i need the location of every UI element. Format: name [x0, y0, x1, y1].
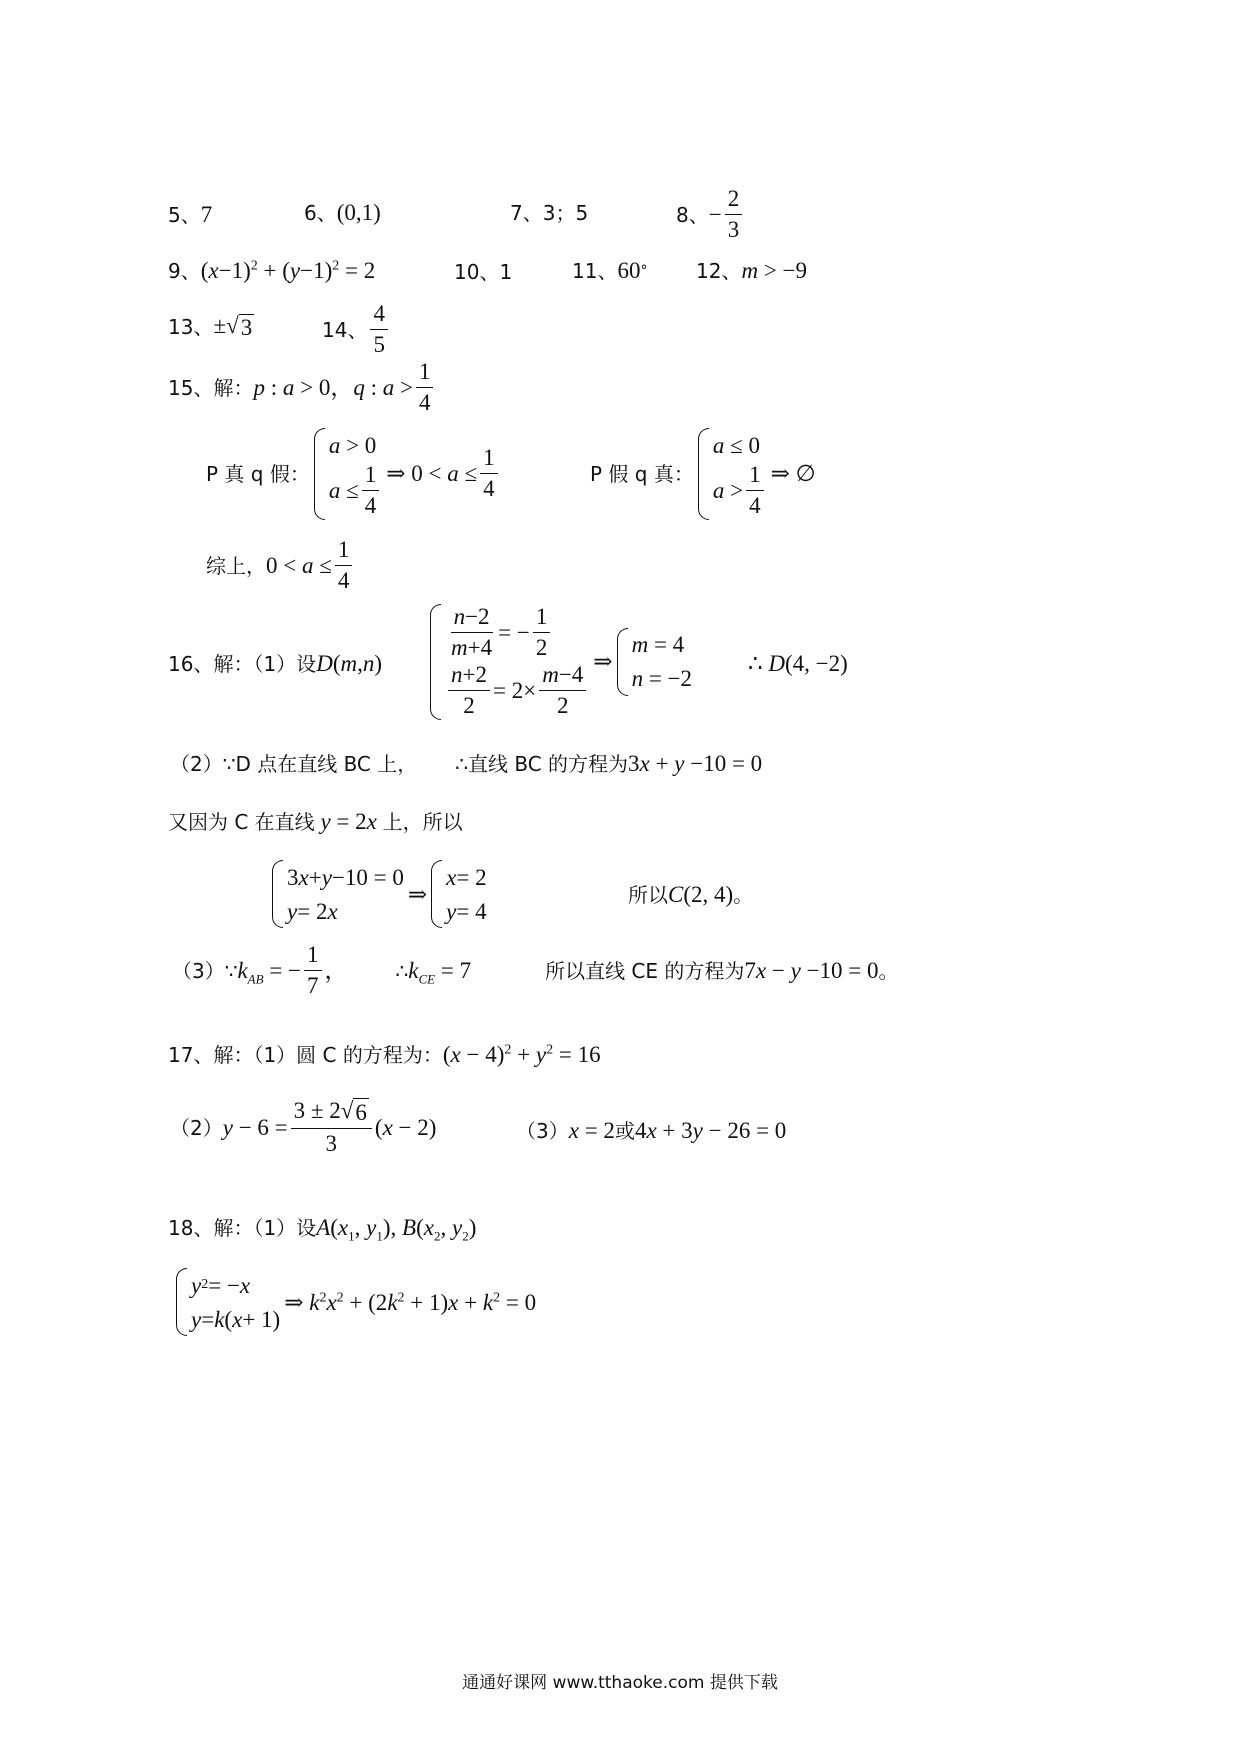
q18-system: y 2 = − x y = k ( x + 1) ⇒ $k^2x^2 + (2k^2 + 1)x + k^2 = 0$ [172, 1268, 536, 1336]
q16-system: $\frac{n-2}{m+4}$ = − $\frac{1}{2}$ $\frac{n+2}{2}$ = 2× $\frac{m-4}{2}$ ⇒ m = 4 n = −2 [426, 604, 696, 720]
answer-13 [168, 314, 254, 339]
answer-formula: $(x-1)^2 + (y-1)^2 = 2$ [200, 258, 376, 283]
answer-label: 12、 [696, 258, 742, 283]
equation-system: $\frac{n-2}{m+4}$ = − $\frac{1}{2}$ $\frac{n+2}{2}$ = 2× $\frac{m-4}{2}$ [430, 604, 589, 720]
answer-value: 7 [200, 202, 213, 227]
equation-system: m = 4 n = −2 [617, 628, 692, 696]
q15-case-p-false: P 假 q 真： a ≤ 0 a > $\frac{1}{4}$ ⇒ ∅ [590, 428, 816, 520]
answer-9 [168, 259, 375, 282]
q17-part1: 17、解：（1）圆 C 的方程为： $(x - 4)^2 + y^2 = 16$ [168, 1042, 601, 1067]
q17-part2: （2） y − 6 = 3 ± 2 √ 6 3 (x − 2) [170, 1098, 437, 1157]
case-label: P 假 q 真： [590, 461, 694, 486]
equation-system: x = 2 y = 4 [431, 860, 486, 928]
equation-system: y 2 = − x y = k ( x + 1) [176, 1268, 280, 1336]
answer-sign: − [708, 202, 722, 228]
q16-result-d: ∴ D(4, −2) [748, 651, 848, 676]
answer-11: 11、 60 ° [572, 258, 648, 283]
fraction: $\frac{1}{4}$ [480, 445, 498, 503]
answer-label: 7、 [510, 201, 543, 225]
answer-formula: ± √ 3 [213, 313, 253, 340]
case-label: P 真 q 假： [206, 461, 310, 486]
q16-system-c: 3 x + y −10 = 0 y = 2 x ⇒ x = 2 y = 4 [268, 860, 491, 928]
answer-label: 9、 [168, 258, 201, 283]
fraction: 3 ± 2 √ 6 3 [291, 1098, 372, 1158]
fraction: $\frac{1}{4}$ [335, 537, 353, 595]
answer-6 [304, 201, 381, 224]
q16-part3: （3）∵ $k_{AB}$ = − $\frac{1}{7}$ ， ∴ $k_{CE} = 7$ 所以直线 CE 的方程为 7x − y −10 = 0 。 [172, 942, 899, 999]
q16-part1: 16、解：（1）设 D(m,n) [168, 651, 383, 676]
answer-5 [168, 203, 212, 226]
q15-case-p-true: P 真 q 假： a > 0 a ≤ $\frac{1}{4}$ ⇒ 0 < a ≤ $\frac{1}{4}$ [206, 428, 501, 520]
equation-system: 3 x + y −10 = 0 y = 2 x [272, 860, 404, 928]
q15-summary: 综上， 0 < a ≤ $\frac{1}{4}$ [206, 537, 355, 595]
answer-label: 10、 [454, 260, 500, 284]
q18-part1: 18、解：（1）设 $A(x_1$, $y_1$), $B(x_2$, $y_2$) [168, 1215, 477, 1244]
q15-label: 15、解： [168, 375, 254, 400]
q16-label: 16、解：（1）设 [168, 651, 317, 676]
fraction: $\frac{1}{4}$ [416, 359, 434, 417]
fraction: $\frac{1}{7}$ [304, 942, 322, 1000]
answer-value: 60 [617, 258, 641, 283]
fraction: $\frac{4}{5}$ [370, 301, 388, 359]
q17-part3: （3） x = 2 或 4x + 3y − 26 = 0 [516, 1118, 787, 1143]
answer-7 [510, 203, 588, 223]
answer-label: 5、 [168, 202, 201, 227]
fraction: $\frac{2}{3}$ [725, 186, 743, 244]
answer-formula: m > −9 [741, 258, 808, 283]
answer-value: 3；5 [542, 201, 589, 225]
equation-system: a > 0 a ≤ $\frac{1}{4}$ [314, 428, 382, 520]
footer-text: 通通好课网 www.tthaoke.com 提供下载 [462, 1673, 778, 1693]
q15-statement: 15、解： p : a > 0，q : a > $\frac{1}{4}$ [168, 359, 436, 417]
answer-label: 14、 [322, 317, 368, 342]
answer-8 [676, 186, 745, 244]
answer-10 [454, 262, 512, 282]
answer-label: 13、 [168, 314, 214, 339]
q16-result-c: 所以 C(2, 4) 。 [628, 882, 754, 907]
summary-label: 综上， [206, 553, 266, 578]
equation-system: a ≤ 0 a > $\frac{1}{4}$ [698, 428, 767, 520]
answer-label: 11、 [572, 258, 618, 283]
q16-line3: 又因为 C 在直线 y = 2x 上，所以 [168, 809, 463, 834]
answer-label: 6、 [304, 200, 337, 225]
answer-12 [696, 259, 807, 282]
answer-14 [322, 301, 391, 359]
answer-value: (0,1) [336, 200, 381, 225]
q16-part2: （2）∵D 点在直线 BC 上， ∴直线 BC 的方程为 3x + y −10 = 0 [170, 751, 763, 776]
answer-label: 8、 [676, 202, 709, 227]
answer-value: 1 [499, 260, 513, 284]
